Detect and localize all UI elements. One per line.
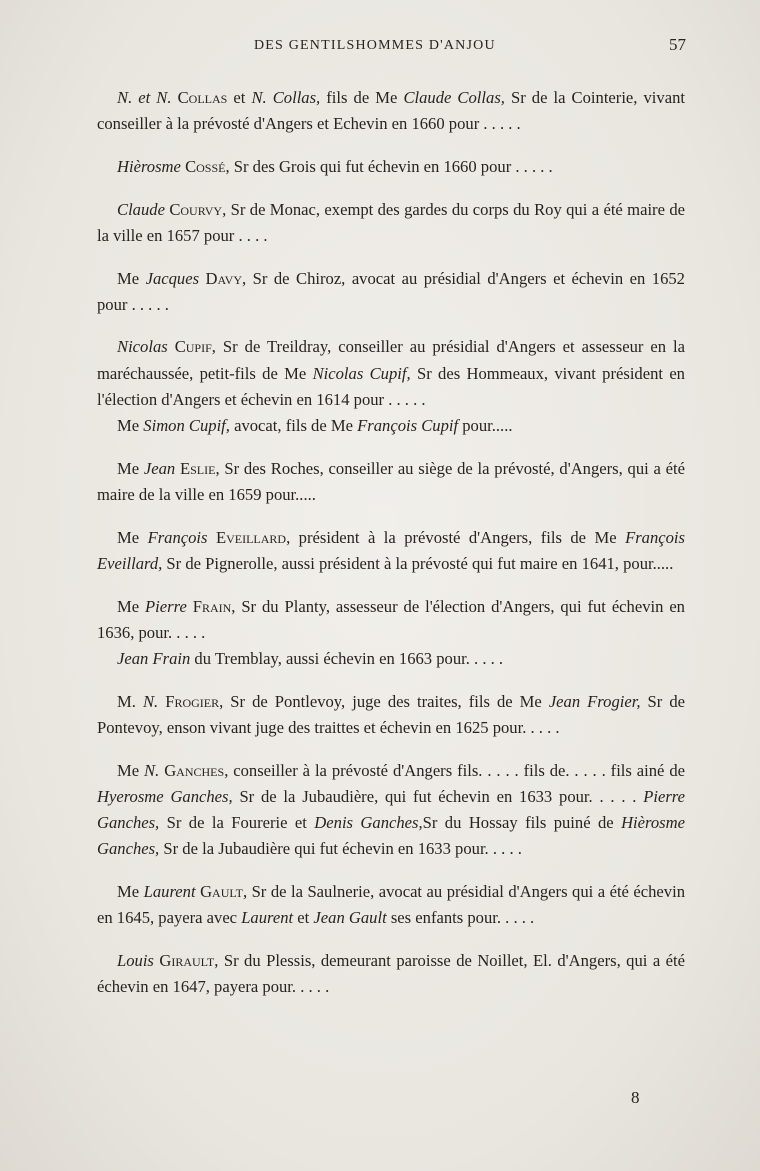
italic-name: Simon Cupif, (143, 416, 230, 436)
surname: Ganches (164, 760, 225, 780)
italic-name: François Cupif (357, 416, 459, 436)
surname: Collas (177, 88, 228, 107)
text-run: ses enfants pour. . . . . (386, 908, 535, 928)
italic-name: N. (144, 760, 165, 780)
signature-mark: 8 (631, 1088, 640, 1107)
entries-list (97, 85, 685, 1017)
page-number: 57 (669, 35, 686, 54)
text-run: Sr de la Jubaudière, qui fut échevin en 1633 pour. . . . . (232, 786, 644, 806)
page-header (96, 35, 686, 60)
entry (97, 154, 685, 180)
italic-name: Hièrosme (117, 156, 186, 176)
surname: Frogier (165, 691, 220, 711)
surname: Cupif (174, 337, 212, 357)
entry-paragraph (97, 689, 685, 741)
entry (97, 334, 685, 439)
italic-name: Nicolas Cupif, (312, 363, 411, 383)
text-run: pour..... (458, 416, 513, 436)
italic-name: Jean Frain (117, 648, 191, 668)
italic-name: Pierre (145, 596, 193, 616)
text-run: Sr de la Fourerie et (159, 812, 315, 832)
entry-paragraph (97, 948, 685, 1000)
text-run: Me (117, 527, 148, 547)
italic-name: Claude (117, 199, 170, 219)
entry (97, 689, 685, 741)
surname: Eveillard (215, 527, 287, 547)
italic-name: Denis Ganches, (314, 812, 423, 832)
surname: Gault (200, 881, 243, 901)
text-run: , Sr de Treildray, conseiller au présidial d'Angers et assesseur en la maréchaussée, petit-fils de Me (97, 337, 685, 383)
entry-paragraph (97, 879, 685, 931)
entry (97, 456, 685, 508)
text-run: avocat, fils de Me (229, 416, 358, 436)
surname: Girault (159, 950, 215, 970)
text-run: , Sr du Planty, assesseur de l'élection d'Angers, qui fut échevin en 1636, pour. . . . . (97, 596, 685, 642)
entry (97, 948, 685, 1000)
text-run: et (293, 908, 314, 928)
entry-paragraph (97, 266, 685, 318)
text-run: fils de Me (320, 88, 404, 107)
italic-name: Hyerosme Ganches, (97, 786, 233, 806)
entry (97, 594, 685, 673)
running-title: DES GENTILSHOMMES D'ANJOU (254, 38, 496, 53)
italic-name: Hièrosme Ganches, (97, 812, 685, 859)
italic-name: N. (142, 691, 166, 711)
text-run: et (227, 88, 252, 107)
entry (97, 879, 685, 931)
text-run: , conseiller à la prévosté d'Angers fils. . . . . fils de. . . . . fils ainé de (224, 760, 685, 780)
entry-paragraph (97, 85, 685, 137)
text-run: Me (117, 760, 145, 780)
text-run: Me (117, 416, 144, 436)
entry (97, 525, 685, 577)
entry-paragraph (97, 758, 685, 863)
surname: Eslie (179, 458, 216, 478)
italic-name: Louis (117, 950, 160, 970)
italic-name: Laurent (241, 908, 294, 928)
text-run: Me (117, 268, 146, 288)
entry (97, 758, 685, 863)
entry-paragraph (97, 594, 685, 646)
italic-name: Jean (143, 458, 180, 478)
italic-name: François Eveillard, (97, 527, 685, 573)
text-run: Sr des Hommeaux, vivant président en l'élection d'Angers et échevin en 1614 pour . . . . . (97, 363, 685, 409)
entry-paragraph (97, 154, 685, 180)
text-run: , Sr de la Saulnerie, avocat au présidial d'Angers qui a été échevin en 1645, payera avec (97, 881, 686, 928)
entry (97, 197, 685, 249)
entry-paragraph (97, 334, 685, 413)
surname: Davy (205, 268, 242, 288)
text-run: , Sr des Grois qui fut échevin en 1660 pour . . . . . (225, 156, 553, 176)
text-run: Sr du Hossay fils puiné de (422, 812, 622, 832)
surname: Frain (192, 596, 232, 616)
surname: Cossé (185, 156, 226, 176)
text-run: Sr de Pontevoy, enson vivant juge des traittes et échevin en 1625 pour. . . . . (97, 691, 685, 737)
italic-name: N. Collas, (251, 88, 321, 107)
italic-name: Claude Collas, (403, 88, 505, 107)
text-run: , Sr de Monac, exempt des gardes du corps du Roy qui a été maire de la ville en 1657 pour . . . . (97, 199, 685, 245)
italic-name: Nicolas (117, 337, 175, 357)
text-run: , Sr de Chiroz, avocat au présidial d'Angers et échevin en 1652 pour . . . . . (97, 268, 685, 314)
text-run: , président à la prévosté d'Angers, fils de Me (286, 527, 626, 547)
entry-paragraph (97, 646, 685, 672)
entry (97, 266, 685, 318)
italic-name: François (147, 527, 216, 547)
italic-name: Jean Gault (313, 908, 387, 928)
text-run: Me (117, 596, 146, 616)
text-run: M. (117, 691, 143, 711)
text-run: Sr de la Cointerie, vivant conseiller à la prévosté d'Angers et Echevin en 1660 pour . . . . . (97, 88, 685, 134)
entry-paragraph (97, 525, 685, 577)
text-run: du Tremblay, aussi échevin en 1663 pour. . . . . (190, 648, 504, 668)
entry-paragraph (97, 197, 685, 249)
italic-name: Jacques (145, 268, 206, 288)
text-run: Me (117, 881, 144, 901)
text-run: , Sr de Pontlevoy, juge des traites, fils de Me (219, 691, 549, 711)
text-run: Sr de Pignerolle, aussi président à la prévosté qui fut maire en 1641, pour..... (162, 553, 674, 573)
italic-name: Pierre Ganches, (97, 786, 685, 832)
text-run: Me (117, 458, 144, 478)
entry (97, 85, 685, 137)
italic-name: Jean Frogier, (548, 691, 641, 711)
text-run: , Sr des Roches, conseiller au siège de la prévosté, d'Angers, qui a été maire de la ville en 1659 pour..... (97, 458, 685, 504)
italic-name: Laurent (143, 881, 201, 901)
text-run: Sr de la Jubaudière qui fut échevin en 1633 pour. . . . . (159, 839, 522, 859)
entry-paragraph (97, 456, 685, 508)
surname: Courvy (169, 199, 223, 219)
entry-paragraph (97, 413, 685, 439)
italic-name: N. et N. (117, 88, 178, 107)
text-run: , Sr du Plessis, demeurant paroisse de Noillet, El. d'Angers, qui a été échevin en 1647, payera pour. . . . . (97, 950, 685, 996)
